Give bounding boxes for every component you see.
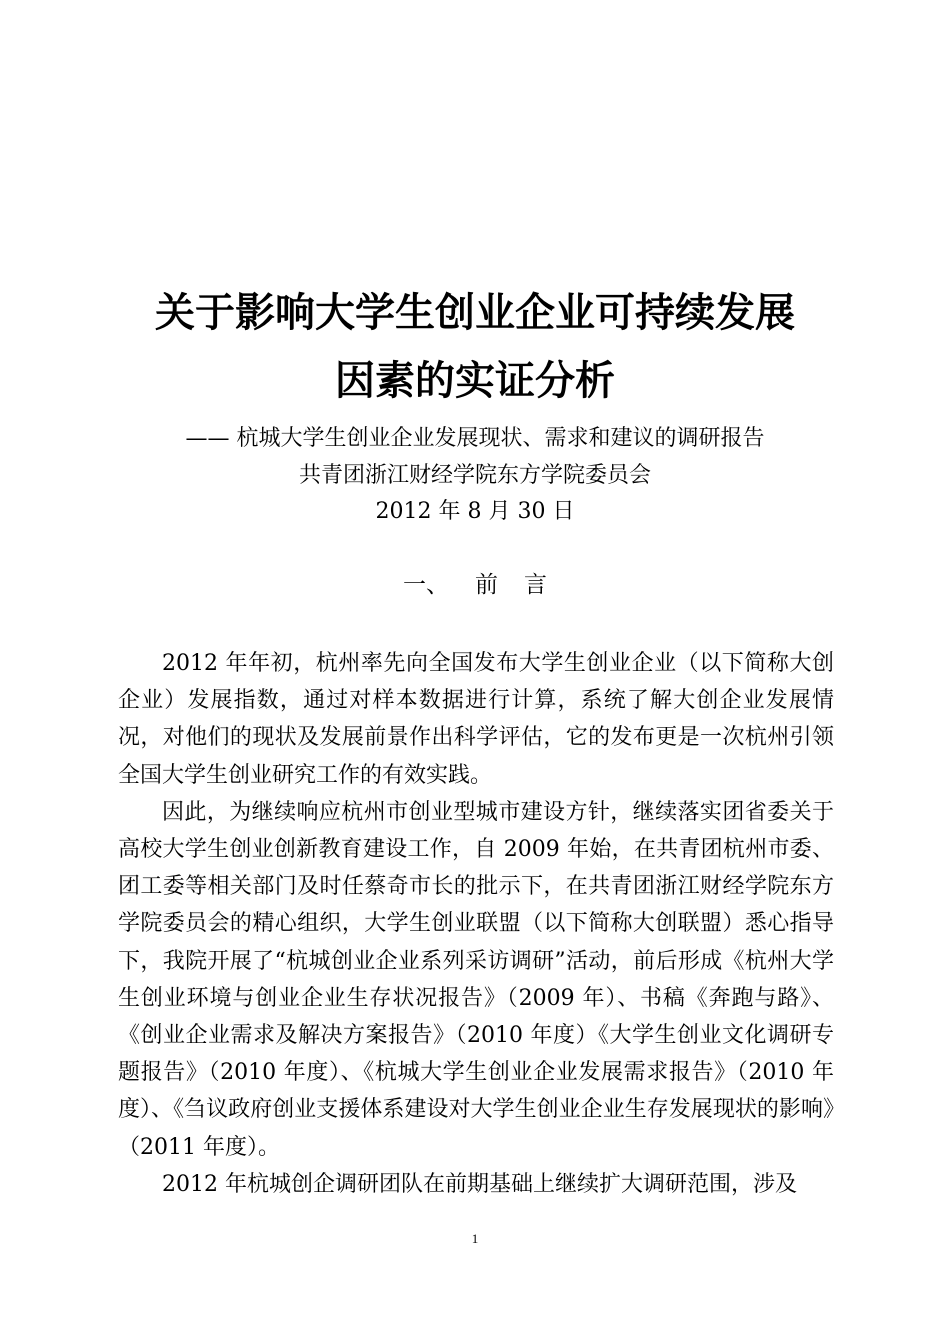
paragraph-2: 因此，为继续响应杭州市创业型城市建设方针，继续落实团省委关于高校大学生创业创新教育建设工作，自 2009 年始，在共青团杭州市委、团工委等相关部门及时任蔡奇市长的批示下，在共青团浙江财经学院东方学院委员会的精心组织，大学生创业联盟（以下简称大创联盟）悉心指导下，我院开展了“杭城创业企业系列采访调研”活动，前后形成《杭州大学生创业环境与创业企业生存状况报告》（2009 年）、书稿《奔跑与路》、《创业企业需求及解决方案报告》（2010 年度）《大学生创业文化调研专题报告》（2010 年度）、《杭城大学生创业企业发展需求报告》（2010 年度）、《刍议政府创业支援体系建设对大学生创业企业生存发展现状的影响》（2011 年度）。 bbox=[118, 799, 834, 1160]
paragraph-1: 2012 年年初，杭州率先向全国发布大学生创业企业（以下简称大创企业）发展指数，通过对样本数据进行计算，系统了解大创企业发展情况，对他们的现状及发展前景作出科学评估，它的发布更是一次杭州引领全国大学生创业研究工作的有效实践。 bbox=[118, 651, 834, 788]
paragraph-3: 2012 年杭城创企调研团队在前期基础上继续扩大调研范围，涉及 bbox=[162, 1171, 797, 1197]
document-date: 2012 年 8 月 30 日 bbox=[375, 499, 575, 524]
section-heading-number: 一、 bbox=[403, 572, 449, 598]
section-heading-word-2: 言 bbox=[524, 572, 547, 598]
document-organization: 共青团浙江财经学院东方学院委员会 bbox=[298, 463, 651, 488]
document-title-line-2: 因素的实证分析 bbox=[335, 358, 615, 404]
body-text bbox=[118, 645, 834, 1203]
section-heading bbox=[0, 570, 950, 600]
document-subtitle: —— 杭城大学生创业企业发展现状、需求和建议的调研报告 bbox=[185, 426, 765, 451]
section-heading-word-1: 前 bbox=[475, 572, 498, 598]
page-number: 1 bbox=[471, 1231, 479, 1246]
document-title-line-1: 关于影响大学生创业企业可持续发展 bbox=[155, 290, 795, 336]
